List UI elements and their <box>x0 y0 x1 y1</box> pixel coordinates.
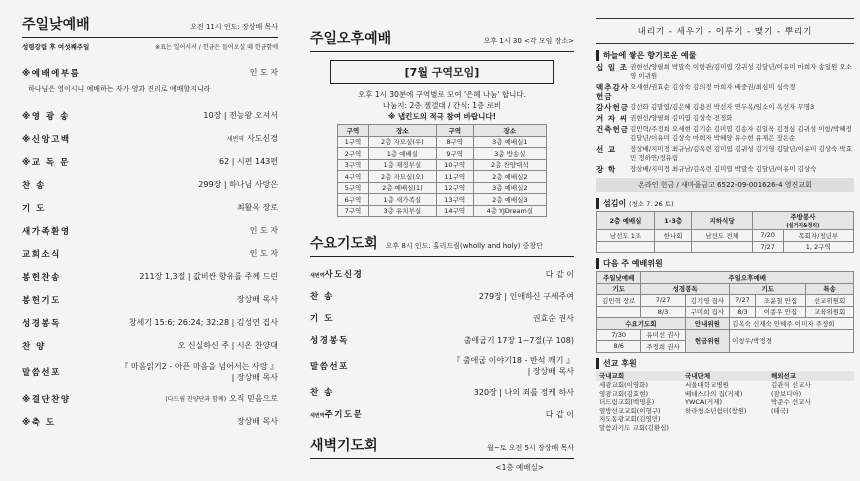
serve-cell-0-4: 목회자/청년부 <box>783 230 853 242</box>
serve-h2: 지하식당 <box>692 212 752 230</box>
morning-item-8 <box>22 242 278 265</box>
group-cell-3-2: 11구역 <box>436 171 473 183</box>
offering-kind-4: 건축헌금 <box>596 125 629 134</box>
next-cell-1-5: 교육위원회 <box>806 306 854 318</box>
wednesday-item-text-2: 권효순 권사 <box>532 313 574 323</box>
mission-item: 하라청소년쉼터(창원) <box>685 406 747 415</box>
mission-item: 더드림교회(백영훈) <box>599 398 655 406</box>
next-h2-d: 특송 <box>806 283 854 295</box>
morning-item-text-6: 최활옥 장로 <box>236 203 278 212</box>
mission-item: 서울대학교병원 <box>685 381 729 389</box>
morning-item-label-14: ※결단찬양 <box>22 394 71 405</box>
next-cell-0-4: 조윤철 안집 <box>755 295 805 307</box>
morning-item-small-14: (다드림 찬양단과 함께) <box>165 396 227 403</box>
group-row <box>338 159 547 171</box>
afternoon-title-rule <box>310 51 574 52</box>
serve-cell-1-3: 7/27 <box>752 241 783 253</box>
group-table-header-row <box>338 125 547 137</box>
wednesday-item-value-3 <box>464 335 574 346</box>
morning-item-10 <box>22 288 278 311</box>
mission-grid <box>596 371 854 433</box>
wednesday-item-0 <box>310 263 574 285</box>
wednesday-item-5 <box>310 381 574 403</box>
next-h2-row <box>597 283 854 295</box>
mission-item: (태국) <box>771 406 789 415</box>
morning-item-text-2: 10장 | 전능왕 오셔서 <box>203 111 278 120</box>
wednesday-item-2 <box>310 307 574 329</box>
next-row <box>597 306 854 318</box>
serve-table <box>596 211 854 253</box>
serve-section-title <box>596 198 854 209</box>
wednesday-item-label-2: 기 도 <box>310 314 334 324</box>
motto-header: 내리기 - 세우기 - 이루기 - 맺기 - 뿌리기 <box>596 18 854 44</box>
wednesday-item-label-wrap-1 <box>310 290 334 302</box>
serve-cell-0-2: 남선도 전체 <box>692 230 752 242</box>
wednesday-item-text-6: 다 같 이 <box>545 409 574 419</box>
group-cell-2-3: 2층 찬양대석 <box>473 159 546 171</box>
next-cell-0-3: 7/27 <box>730 295 756 307</box>
wednesday-item-value-5 <box>474 387 574 398</box>
group-cell-4-0: 5구역 <box>338 182 369 194</box>
info-column <box>594 0 860 481</box>
mission-header-2: 해외선교 <box>768 371 854 382</box>
morning-item-value-4 <box>219 156 278 167</box>
serve-h3: 주방봉사 <box>790 213 816 221</box>
morning-item-label-8: 교회소식 <box>22 249 61 260</box>
morning-item-value-14 <box>165 393 278 404</box>
next-week-table <box>596 271 854 353</box>
group-cell-4-3: 3층 예배실2 <box>473 182 546 194</box>
group-cell-5-3: 2층 예배실3 <box>473 194 546 206</box>
group-cell-5-2: 13구역 <box>436 194 473 206</box>
group-cell-0-3: 3층 예배실1 <box>473 136 546 148</box>
serve-cell-0-0: 남선도 1조 <box>597 230 655 242</box>
group-th-3: 장소 <box>473 125 546 137</box>
morning-item-4 <box>22 150 278 173</box>
serve-date: (청소 7. 26 토) <box>628 200 674 208</box>
wednesday-item-small-6: 새번역 <box>310 413 325 419</box>
morning-item-text-13: 『 마음읽기2 - 아픈 마음을 넘어서는 사랑 』 <box>120 362 278 371</box>
morning-item-value-5 <box>198 179 278 190</box>
next-cell-1-1: 8/3 <box>641 306 685 318</box>
morning-item-text-11: 창세기 15:6; 26:24; 32:28 | 김성연 집사 <box>128 318 278 327</box>
serve-row <box>597 241 854 253</box>
wednesday-meta: 오후 8시 인도: 홀리드림(wholly and holy) 중창단 <box>385 242 543 250</box>
offering-kind-2: 감사헌금 <box>596 103 629 112</box>
wednesday-item-label-1: 찬 송 <box>310 292 334 302</box>
morning-item-text-9: 211장 1,3절 | 값비싼 향유를 주께 드린 <box>139 272 278 281</box>
mission-item: 베데스다의 집(거제) <box>685 389 743 398</box>
morning-item-0 <box>22 61 278 84</box>
wednesday-item-4 <box>310 351 574 381</box>
mission-item: (잠보디아) <box>771 389 802 398</box>
morning-sub-row <box>22 42 278 51</box>
next-guide-h: 안내위원 <box>685 318 729 330</box>
offering-section-title: 하늘에 쌓은 향기로운 예물 <box>596 50 854 61</box>
morning-item-6 <box>22 196 278 219</box>
morning-item-label-5: 찬 송 <box>22 180 46 191</box>
serve-header-row <box>597 212 854 230</box>
next-cell-1-4: 이종우 안집 <box>755 306 805 318</box>
morning-item-label-10: 봉헌기도 <box>22 295 61 306</box>
offering-row-0 <box>596 63 854 81</box>
offering-names-1: 오세현/권효순 김상숙 김의정 마희자 배중권/최심미 심숙경 <box>630 83 796 91</box>
offering-kind-0: 십 일 조 <box>596 63 628 72</box>
next-cell-1-0 <box>597 306 641 318</box>
group-cell-1-2: 9구역 <box>436 148 473 160</box>
mission-item: 지도동광교회(김영민) <box>599 415 661 423</box>
morning-item-label-13: 말씀선포 <box>22 368 61 378</box>
morning-item-5 <box>22 173 278 196</box>
next-wed-header-row <box>597 318 854 330</box>
serve-table-body <box>597 230 854 253</box>
group-cell-3-3: 2층 예배실2 <box>473 171 546 183</box>
next-cell-0-1: 7/27 <box>641 295 685 307</box>
serve-cell-0-3: 7/20 <box>752 230 783 242</box>
wednesday-item-label-0: 사도신경 <box>324 270 364 280</box>
mission-item: 말씀과기도 교회(김환섭) <box>599 423 669 432</box>
morning-item-value-7 <box>250 225 278 236</box>
serve-h1: 1-3층 <box>654 212 691 230</box>
group-meeting-box-title: [7월 구역모임] <box>330 60 554 84</box>
morning-item-11 <box>22 311 278 334</box>
dawn-title: 새벽기도회 <box>310 438 378 454</box>
offering-kind-6: 장 학 <box>596 165 617 174</box>
next-h1-b: 주일오후예배 <box>641 272 854 284</box>
serve-cell-1-4: 1, 2구역 <box>783 241 853 253</box>
wednesday-item-label-6: 주기도문 <box>324 410 364 420</box>
next-h2-c: 기도 <box>730 283 806 295</box>
wednesday-item-label-5: 찬 송 <box>310 388 334 398</box>
morning-item-value-8 <box>250 248 278 259</box>
next-wed-h: 수요기도회 <box>597 318 686 330</box>
offering-row-2 <box>596 103 854 112</box>
group-location-table <box>337 124 547 217</box>
group-meeting-line3: ※ 냅킨도의 적극 참여 바랍니다! <box>387 112 497 121</box>
wednesday-title: 수요기도회 <box>310 236 378 252</box>
group-cell-5-0: 6구역 <box>338 194 369 206</box>
group-cell-6-1: 3층 유치부실 <box>368 205 436 217</box>
group-row <box>338 148 547 160</box>
morning-item-value-0 <box>250 67 278 78</box>
mission-title: 선교 후원 <box>596 358 854 369</box>
morning-item-label-4: ※교 독 문 <box>22 157 70 168</box>
dawn-note: <1층 예배실> <box>495 463 544 472</box>
wednesday-item-text2-4: | 장상배 목사 <box>527 367 574 376</box>
group-row <box>338 136 547 148</box>
wednesday-item-text-1: 279장 | 인애하신 구세주여 <box>478 291 574 301</box>
offering-names-6: 장상배/지미정 최규남/김옥련 김미엽 박말숙 김달년/이유미 김상숙 <box>630 165 817 173</box>
next-cell-1-2: 구미희 집사 <box>685 306 729 318</box>
group-cell-2-1: 1층 재정부실 <box>368 159 436 171</box>
wednesday-item-text-0: 다 같 이 <box>545 269 574 279</box>
morning-item-label-12: 찬 양 <box>22 341 46 352</box>
offering-kind-1: 맥추감사헌금 <box>596 83 629 101</box>
serve-cell-1-0 <box>597 241 655 253</box>
offering-row-1 <box>596 83 854 101</box>
mission-item: YWCA(거제) <box>685 398 723 406</box>
morning-item-label-0: ※예배에부름 <box>22 68 81 79</box>
morning-item-15 <box>22 410 278 433</box>
mission-item: 박준수 선교사 <box>771 398 811 406</box>
mission-header-1: 국내단체 <box>682 371 768 382</box>
morning-item-label-11: 성경봉독 <box>22 318 61 329</box>
wednesday-item-label-4: 말씀선포 <box>310 362 349 372</box>
offering-kind-3: 겨 자 씨 <box>596 114 628 123</box>
serve-title: 섬김이 <box>603 199 627 208</box>
serve-cell-1-2 <box>692 241 752 253</box>
offering-row-3 <box>596 114 854 123</box>
morning-item-value-11 <box>129 317 278 328</box>
serve-h3-sub: (설거지&정리) <box>786 223 820 229</box>
offering-row-6 <box>596 165 854 174</box>
morning-title: 주일낮예배 <box>22 17 90 33</box>
morning-item-value-3 <box>227 133 278 144</box>
next-guide-v: 김옥숙 신재숙 안혜주 이미자 주정희 <box>730 318 854 330</box>
wednesday-order-list <box>310 263 574 425</box>
wednesday-item-value-0 <box>546 269 574 280</box>
afternoon-title-row <box>310 28 574 48</box>
next-row <box>597 295 854 307</box>
wednesday-title-row <box>310 233 574 253</box>
group-cell-0-1: 2층 자모실(우) <box>368 136 436 148</box>
next-cell-0-2: 김기영 집사 <box>685 295 729 307</box>
offering-names-4: 김민혁/주정희 오세현 김기순 김미엽 김송자 김일욱 김정심 김귀성 이항/박혜정 김달년/이유미 김상숙 마희자 박혜양 유수현 유재은 장은순 <box>630 125 852 142</box>
next-cell-1-3: 8/3 <box>730 306 756 318</box>
offering-names-0: 권현선/양필희 박말숙 이항관/김미엽 강귀성 김달년/이유미 마희자 송일원 오소영 이귀원 <box>630 63 852 80</box>
offering-kind-5: 선 교 <box>596 145 617 154</box>
afternoon-title: 주일오후예배 <box>310 31 392 47</box>
wednesday-item-text-4: 『 출애굽 이야기18 - 반석 깨기 』 <box>452 356 574 365</box>
wednesday-item-1 <box>310 285 574 307</box>
morning-meta: 오전 11시 인도: 장상배 목사 <box>190 23 278 31</box>
group-cell-1-1: 1층 예배실 <box>368 148 436 160</box>
morning-item-text-10: 장상배 목사 <box>236 295 278 304</box>
mission-col-0 <box>596 371 682 433</box>
morning-item-label-3: ※신앙고백 <box>22 134 71 145</box>
morning-item-text-8: 인 도 자 <box>249 249 278 258</box>
morning-item-small-3: 새번역 <box>226 136 245 143</box>
wednesday-item-value-2 <box>533 313 574 324</box>
morning-sub-right: ※표는 일어서서 / 헌금은 들어오실 때 헌금함에 <box>155 44 278 51</box>
group-th-2: 구역 <box>436 125 473 137</box>
morning-item-value-12 <box>178 340 278 351</box>
group-cell-3-0: 4구역 <box>338 171 369 183</box>
group-cell-5-1: 1층 새가족실 <box>368 194 436 206</box>
group-row <box>338 182 547 194</box>
morning-item-text-0: 인 도 자 <box>249 68 278 77</box>
dawn-meta: 월~토 오전 5시 장상배 목사 <box>487 444 574 452</box>
morning-item-text-3: 사도신경 <box>247 134 278 143</box>
group-cell-2-0: 3구역 <box>338 159 369 171</box>
group-row <box>338 205 547 217</box>
next-wed-name-1: 주정희 권사 <box>641 341 685 353</box>
group-cell-3-1: 2층 자모실(오) <box>368 171 436 183</box>
next-wed-date-1: 8/6 <box>597 341 641 353</box>
morning-item-value-6 <box>237 202 278 213</box>
morning-item-text-7: 인 도 자 <box>249 226 278 235</box>
group-cell-4-1: 2층 예배실(1) <box>368 182 436 194</box>
morning-item-2 <box>22 104 278 127</box>
wednesday-title-rule <box>310 256 574 257</box>
group-table-wrap <box>310 124 574 217</box>
morning-item-label-15: ※축 도 <box>22 417 56 428</box>
morning-item-14 <box>22 387 278 410</box>
serve-row <box>597 230 854 242</box>
morning-item-13 <box>22 357 278 387</box>
mission-item: 열방선교교회(이형구) <box>599 406 661 415</box>
group-meeting-line1: 오후 1시 30분에 구역별로 모여 '은혜 나눔' 합니다. <box>358 90 526 99</box>
group-row <box>338 194 547 206</box>
next-h2-a: 기도 <box>597 283 641 295</box>
wednesday-item-text-5: 320장 | 나의 죄를 정케 하사 <box>473 387 574 397</box>
afternoon-meta: 오후 1시 30 <각 모임 장소> <box>483 37 574 45</box>
group-th-0: 구역 <box>338 125 369 137</box>
next-h1-row <box>597 272 854 284</box>
morning-sub-left: 성령강림 후 여섯째주일 <box>22 43 90 51</box>
next-wed-row-0 <box>597 329 854 341</box>
offering-names-5: 장상배/지미정 최규남/김옥련 김미엽 김귀성 김기영 김달년/이유미 김상숙 박효민 정하연/정유림 <box>630 145 852 162</box>
wednesday-item-value-4 <box>452 355 574 377</box>
group-cell-1-3: 3층 방송실 <box>473 148 546 160</box>
group-th-1: 장소 <box>368 125 436 137</box>
morning-item-value-2 <box>203 110 278 121</box>
next-wed-date-0: 7/30 <box>597 329 641 341</box>
serve-h0: 2층 예배실 <box>597 212 655 230</box>
offering-row-4 <box>596 125 854 143</box>
online-offering-bar: 온라인 헌금 / 새마을금고 6522-09-001626-4 영진교회 <box>596 178 854 192</box>
morning-item-label-9: 봉헌찬송 <box>22 272 61 283</box>
wednesday-item-label-wrap-6 <box>310 408 363 420</box>
group-row <box>338 171 547 183</box>
morning-item-label-6: 기 도 <box>22 203 46 214</box>
mission-item: 세광교회(이영화) <box>599 381 649 389</box>
wednesday-item-label-wrap-5 <box>310 386 334 398</box>
morning-item-text-4: 62 | 시편 143편 <box>219 157 278 166</box>
next-cell-0-0: 김민혁 장로 <box>597 295 641 307</box>
morning-item-text-15: 장상배 목사 <box>236 417 278 426</box>
mission-item: 영광교회(김효현) <box>599 389 649 398</box>
next-cash-v: 이창우/박정경 <box>730 329 854 352</box>
group-cell-2-2: 10구역 <box>436 159 473 171</box>
morning-item-value-15 <box>237 416 278 427</box>
group-cell-0-2: 8구역 <box>436 136 473 148</box>
next-week-title: 다음 주 예배위원 <box>596 258 854 269</box>
wednesday-item-label-3: 성경봉독 <box>310 336 349 346</box>
morning-item-12 <box>22 334 278 357</box>
next-week-body <box>597 295 854 318</box>
offering-list <box>596 63 854 174</box>
morning-item-label-2: ※영 광 송 <box>22 111 70 122</box>
morning-item-value-10 <box>237 294 278 305</box>
wednesday-item-small-0: 새번역 <box>310 273 325 279</box>
morning-item-7 <box>22 219 278 242</box>
group-cell-0-0: 1구역 <box>338 136 369 148</box>
morning-item-text2-13: | 장상배 목사 <box>231 373 278 382</box>
wednesday-item-text-3: 출애굽기 17장 1~7절(구 108) <box>463 335 574 345</box>
morning-item-3 <box>22 127 278 150</box>
next-wed-name-0: 유미선 권사 <box>641 329 685 341</box>
morning-item-text-14: 오직 믿음으로 <box>229 394 278 403</box>
next-cell-0-5: 선교위원회 <box>806 295 854 307</box>
dawn-title-row <box>310 435 574 455</box>
serve-cell-1-1 <box>654 241 691 253</box>
morning-item-label-7: 새가족환영 <box>22 226 71 237</box>
morning-title-row <box>22 14 278 34</box>
wednesday-item-value-1 <box>479 291 574 302</box>
mission-item: 김관식 선교사 <box>771 381 811 389</box>
mission-col-1 <box>682 371 768 433</box>
morning-item-text-12: 오 신실하신 주 | 시온 찬양대 <box>177 341 278 350</box>
morning-item-9 <box>22 265 278 288</box>
morning-title-rule <box>22 37 278 38</box>
next-h2-b: 성경봉독 <box>641 283 730 295</box>
serve-h3-cell <box>752 212 853 230</box>
mission-header-0: 국내교회 <box>596 371 682 382</box>
morning-order-list <box>22 61 278 433</box>
group-cell-4-2: 12구역 <box>436 182 473 194</box>
morning-item-text-5: 299장 | 하나님 사랑은 <box>198 180 278 189</box>
wednesday-item-label-wrap-2 <box>310 312 334 324</box>
morning-item-value-13 <box>120 361 278 383</box>
wednesday-item-6 <box>310 403 574 425</box>
wednesday-item-value-6 <box>546 409 574 420</box>
next-h1-a: 주일낮예배 <box>597 272 641 284</box>
group-cell-6-2: 14구역 <box>436 205 473 217</box>
wednesday-item-3 <box>310 329 574 351</box>
morning-note-1: 하나님은 영이시니 예배하는 자가 영과 진리로 예배할지니라 <box>28 85 211 93</box>
serve-cell-0-1: 한나회 <box>654 230 691 242</box>
dawn-title-rule <box>310 458 574 459</box>
group-meeting-line2: 나눔지: 2층 젤갤대 / 간식: 1층 로비 <box>382 101 502 110</box>
morning-service-column <box>0 0 290 481</box>
group-cell-6-0: 7구역 <box>338 205 369 217</box>
next-cash-h: 헌금위원 <box>685 329 729 352</box>
wednesday-item-label-wrap-3 <box>310 334 349 346</box>
wednesday-item-label-wrap-4 <box>310 360 349 372</box>
mission-col-2 <box>768 371 854 433</box>
afternoon-service-column <box>300 0 584 481</box>
offering-row-5 <box>596 145 854 163</box>
group-table-body <box>338 136 547 217</box>
offering-names-2: 강선화 김말엽/김은혜 김용진 박선자 연두옥/임소이 옥선자 무명3 <box>630 103 815 111</box>
offering-names-3: 권현선/양필희 김미엽 김상숙 전정화 <box>630 114 733 122</box>
wednesday-item-label-wrap-0 <box>310 268 363 280</box>
group-cell-1-0: 2구역 <box>338 148 369 160</box>
group-cell-6-3: 4층 YJDream실 <box>473 205 546 217</box>
morning-item-value-9 <box>139 271 278 282</box>
